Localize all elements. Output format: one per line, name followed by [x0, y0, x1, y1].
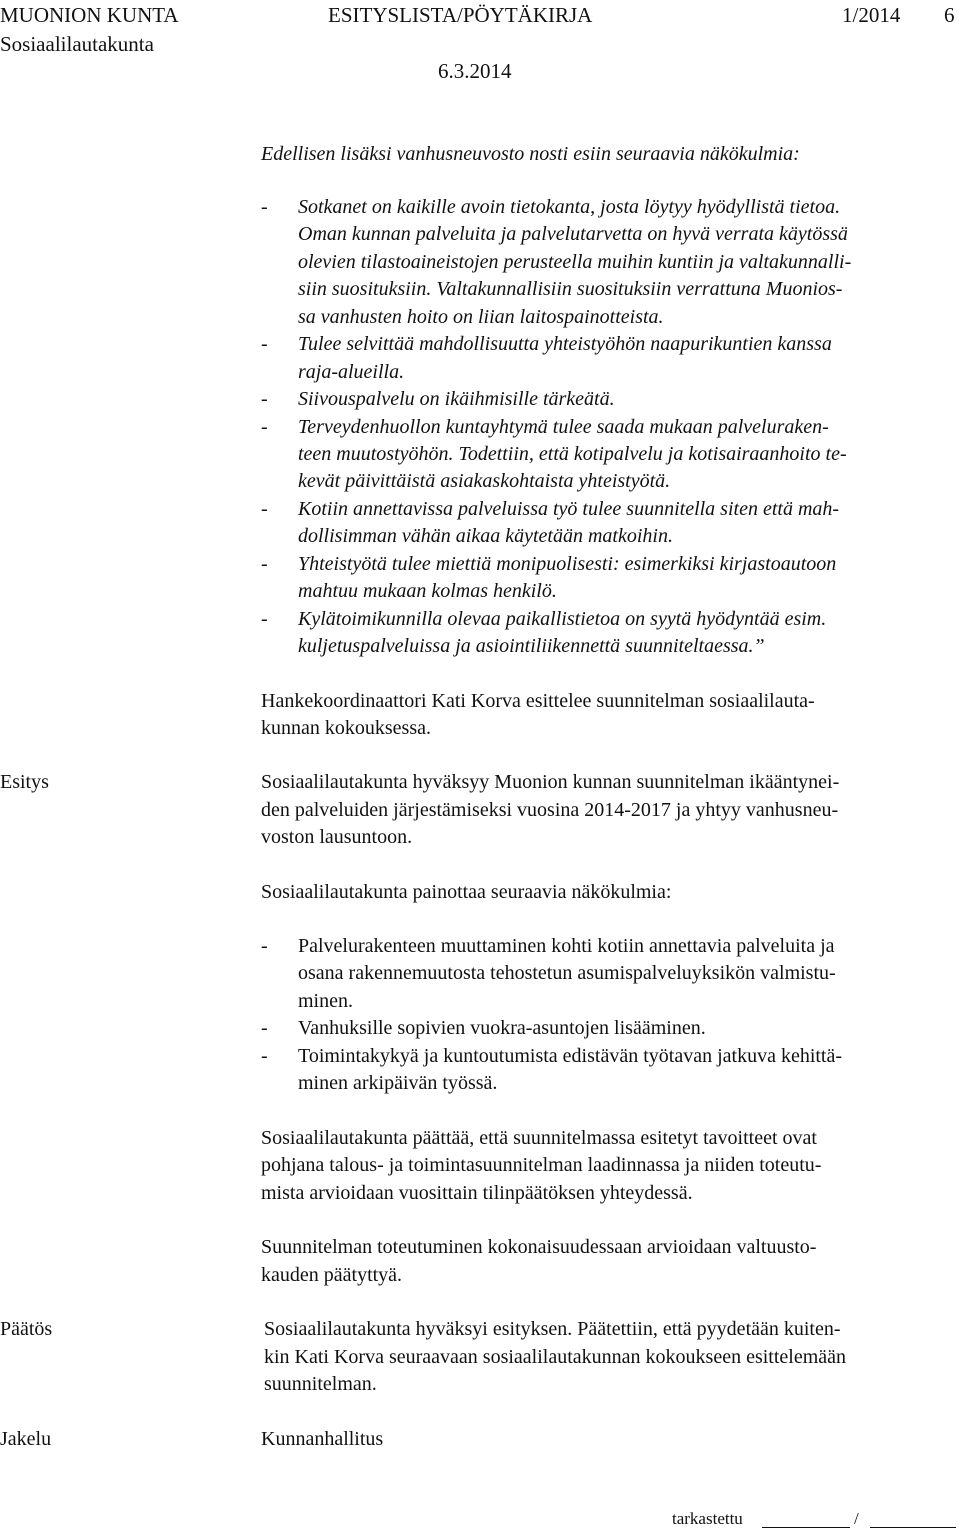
decision-basis-line: mista arvioidaan vuosittain tilinpäätöksen yhteydessä. [261, 1182, 693, 1204]
list-item-dash: - [261, 608, 268, 630]
page-number: 6 [944, 3, 955, 27]
decision-line: Sosiaalilautakunta hyväksyi esityksen. Päätettiin, että pyydetään kuiten- [264, 1318, 841, 1340]
emphasis-intro: Sosiaalilautakunta painottaa seuraavia näkökulmia: [261, 881, 672, 903]
evaluation-line: kauden päätyttyä. [261, 1264, 403, 1286]
list-item-dash: - [261, 498, 268, 520]
decision-basis-line: pohjana talous- ja toimintasuunnitelman laadinnassa ja niiden toteutu- [261, 1154, 822, 1176]
proposal-para-line: Sosiaalilautakunta hyväksyy Muonion kunnan suunnitelman ikääntynei- [261, 771, 840, 793]
list-item-line: Kotiin annettavissa palveluissa työ tulee suunnitella siten että mah- [298, 498, 840, 520]
list-item-dash: - [261, 196, 268, 218]
decision-line: suunnitelman. [264, 1373, 377, 1395]
list-item-dash: - [261, 388, 268, 410]
list-item-line: Siivouspalvelu on ikäihmisille tärkeätä. [298, 388, 615, 410]
list-item-dash: - [261, 416, 268, 438]
list-item-line: minen arkipäivän työssä. [298, 1072, 498, 1094]
proposal-label: Esitys [0, 771, 49, 793]
list-item-dash: - [261, 553, 268, 575]
list-item-dash: - [261, 1045, 268, 1067]
list-item-dash: - [261, 333, 268, 355]
list-item-line: Tulee selvittää mahdollisuutta yhteistyöhön naapurikuntien kanssa [298, 333, 832, 355]
list-item-line: Terveydenhuollon kuntayhtymä tulee saada mukaan palveluraken- [298, 416, 829, 438]
coordinator-para-line: kunnan kokouksessa. [261, 717, 431, 739]
municipality-name: MUONION KUNTA [0, 3, 179, 27]
list-item-line: Oman kunnan palveluita ja palvelutarvetta on hyvä verrata käytössä [298, 223, 848, 245]
list-item-line: kuljetuspalveluissa ja asiointiliikennettä suunniteltaessa.” [298, 635, 765, 657]
checked-signature-line-2 [870, 1527, 956, 1528]
list-item-dash: - [261, 1017, 268, 1039]
evaluation-line: Suunnitelman toteutuminen kokonaisuudessaan arvioidaan valtuusto- [261, 1236, 817, 1258]
list-item-line: mahtuu mukaan kolmas henkilö. [298, 580, 557, 602]
list-item-line: kevät päivittäistä asiakaskohtaista yhteistyötä. [298, 470, 671, 492]
list-item-line: Vanhuksille sopivien vuokra-asuntojen lisääminen. [298, 1017, 706, 1039]
list-item-line: Yhteistyötä tulee miettiä monipuolisesti: esimerkiksi kirjastoautoon [298, 553, 837, 575]
decision-basis-line: Sosiaalilautakunta päättää, että suunnitelmassa esitetyt tavoitteet ovat [261, 1127, 817, 1149]
list-item-line: olevien tilastoaineistojen perusteella muihin kuntiin ja valtakunnalli- [298, 251, 852, 273]
committee-name: Sosiaalilautakunta [0, 32, 154, 56]
list-item-dash: - [261, 935, 268, 957]
list-item-line: raja-alueilla. [298, 361, 405, 383]
proposal-para-line: voston lausuntoon. [261, 826, 413, 848]
distribution-label: Jakelu [0, 1428, 52, 1450]
list-item-line: dollisimman vähän aikaa käytetään matkoihin. [298, 525, 673, 547]
list-item-line: Kylätoimikunnilla olevaa paikallistietoa on syytä hyödyntää esim. [298, 608, 827, 630]
list-item-line: minen. [298, 990, 353, 1012]
list-item-line: Palvelurakenteen muuttaminen kohti kotiin annettavia palveluita ja [298, 935, 835, 957]
proposal-para-line: den palveluiden järjestämiseksi vuosina 2014-2017 ja yhtyy vanhusneu- [261, 799, 839, 821]
coordinator-para-line: Hankekoordinaattori Kati Korva esittelee suunnitelman sosiaalilauta- [261, 690, 815, 712]
list-item-line: osana rakennemuutosta tehostetun asumispalveluyksikön valmistu- [298, 962, 836, 984]
checked-signature-line-1 [762, 1527, 850, 1528]
distribution-value: Kunnanhallitus [261, 1428, 384, 1450]
list-item-line: Toimintakykyä ja kuntoutumista edistävän työtavan jatkuva kehittä- [298, 1045, 843, 1067]
meeting-date: 6.3.2014 [438, 59, 512, 83]
issue-number: 1/2014 [842, 3, 901, 27]
list-item-line: siin suosituksiin. Valtakunnallisiin suosituksiin verrattuna Muonios- [298, 278, 843, 300]
list-item-line: teen muutostyöhön. Todettiin, että kotipalvelu ja kotisairaanhoito te- [298, 443, 847, 465]
document-type: ESITYSLISTA/PÖYTÄKIRJA [328, 3, 593, 27]
decision-line: kin Kati Korva seuraavaan sosiaalilautakunnan kokoukseen esittelemään [264, 1346, 847, 1368]
decision-label: Päätös [0, 1318, 53, 1340]
checked-label: tarkastettu [672, 1509, 743, 1528]
checked-slash: / [854, 1509, 859, 1528]
list-item-line: sa vanhusten hoito on liian laitospainotteista. [298, 306, 664, 328]
list-item-line: Sotkanet on kaikille avoin tietokanta, josta löytyy hyödyllistä tietoa. [298, 196, 841, 218]
elder-council-intro: Edellisen lisäksi vanhusneuvosto nosti esiin seuraavia näkökulmia: [261, 143, 800, 165]
